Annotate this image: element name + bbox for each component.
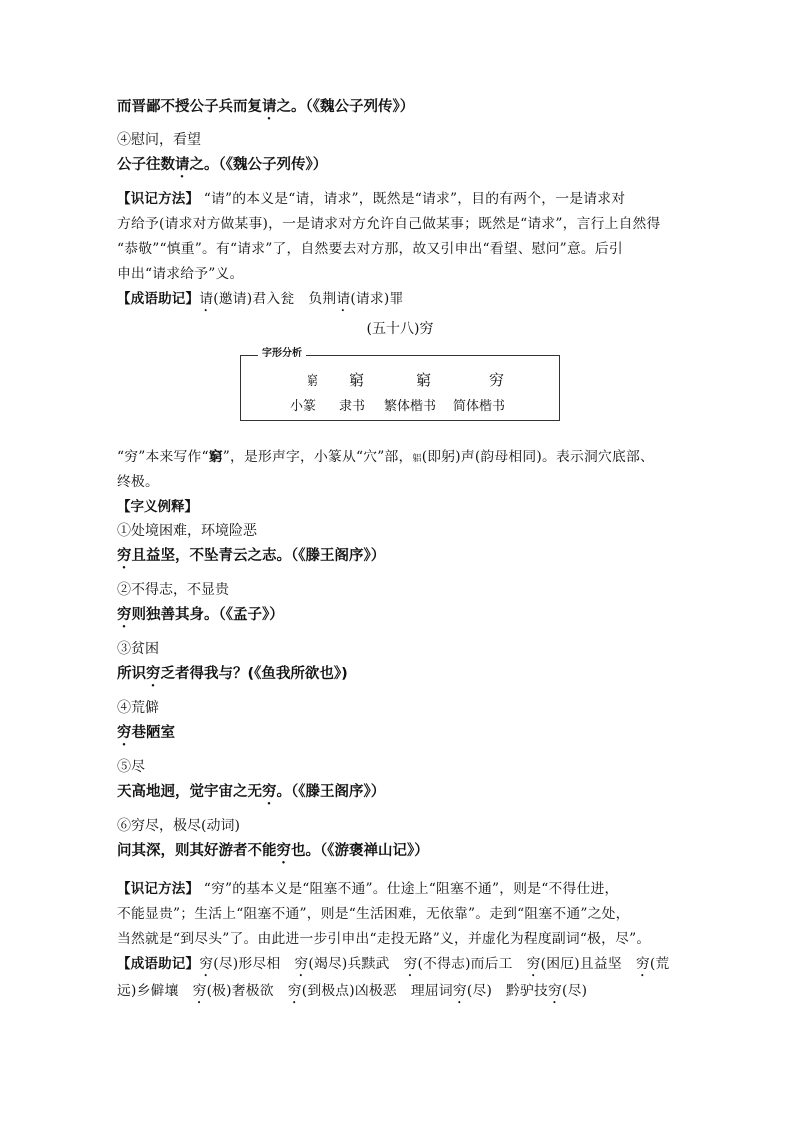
memo-line: 当然就是“到尽头”了。由此进一步引申出“走投无路”义，并虚化为程度副词“极，尽”。 — [117, 931, 651, 947]
example-sentence: 穷巷陋室 — [117, 725, 175, 741]
glyph-caption: 小篆 — [290, 399, 317, 414]
idiom-line: 远)乡僻壤 穷(极)奢极欲 穷(到极点)凶极恶 理屈词穷(尽) 黔驴技穷(尽) — [117, 983, 588, 999]
example-sentence: 穷则独善其身。（《孟子》） — [117, 607, 284, 623]
example-sentence: 问其深，则其好游者不能穷也。（《游褒禅山记》） — [117, 843, 429, 859]
sense-item: ②不得志，不显贵 — [117, 582, 229, 598]
clerical-script-glyph: 窮 — [349, 371, 365, 389]
example-sentence: 天高地迥，觉宇宙之无穷。（《滕王阁序》） — [117, 784, 386, 800]
glyph-caption: 隶书 — [339, 399, 366, 414]
section-title: (五十八)穷 — [366, 321, 434, 337]
sense-item: ④慰问，看望 — [117, 132, 201, 148]
idiom-line: 【成语助记】穷(尽)形尽相 穷(竭尽)兵黩武 穷(不得志)而后工 穷(困厄)且益坚 穷(荒 — [117, 956, 670, 972]
sense-item: ⑥穷尽，极尽(动词) — [117, 818, 240, 834]
glyph-caption: 简体楷书 — [453, 399, 506, 414]
memo-label: 【识记方法】 — [117, 881, 200, 897]
example-sentence: 穷且益坚，不坠青云之志。（《滕王阁序》） — [117, 548, 386, 564]
sense-item: ⑤尽 — [117, 759, 145, 775]
origin-line: 终极。 — [117, 474, 159, 490]
memo-paragraph: 【识记方法】 “请”的本义是“请，请求”，既然是“请求”，目的有两个，一是请求对 — [117, 191, 626, 207]
sense-item: ①处境困难，环境险恶 — [117, 523, 257, 539]
meaning-label: 【字义例释】 — [117, 499, 198, 515]
sense-item: ③贫困 — [117, 641, 159, 657]
glyph-caption: 繁体楷书 — [384, 399, 437, 414]
traditional-glyph: 窮 — [416, 371, 432, 389]
idiom-line: 【成语助记】请(邀请)君入瓮 负荆请(请求)罪 — [117, 291, 404, 307]
memo-line: 方给予(请求对方做某事)，一是请求对方允许自己做某事；既然是“请求”，言行上自然得 — [117, 216, 661, 232]
example-sentence: 而晋鄙不授公子兵而复请之。（《魏公子列传》） — [117, 99, 415, 115]
memo-line: 申出“请求给予”义。 — [117, 266, 244, 282]
memo-paragraph: 【识记方法】 “穷”的基本义是“阻塞不通”。仕途上“阻塞不通”，则是“不得仕进， — [117, 881, 619, 897]
glyph-box-title: 字形分析 — [258, 346, 306, 362]
sense-item: ④荒僻 — [117, 700, 159, 716]
seal-script-glyph: 窮 — [307, 374, 318, 389]
memo-line: 不能显贵”；生活上“阻塞不通”，则是“生活困难，无依靠”。走到“阻塞不通”之处， — [117, 906, 630, 922]
simplified-glyph: 穷 — [489, 371, 505, 389]
idiom-label: 【成语助记】 — [117, 956, 200, 972]
example-sentence: 所识穷乏者得我与？(《鱼我所欲也》) — [117, 666, 348, 682]
origin-paragraph: “穷”本来写作“窮”，是形声字，小篆从“穴”部，躳(即躬)声(韵母相同)。表示洞穴底部、 — [117, 449, 654, 465]
memo-label: 【识记方法】 — [117, 191, 200, 207]
example-sentence: 公子往数请之。（《魏公子列传》） — [117, 157, 328, 173]
idiom-label: 【成语助记】 — [117, 291, 200, 307]
memo-line: “恭敬”“慎重”。有“请求”了，自然要去对方那，故又引申出“看望、慰问”意。后引 — [117, 241, 623, 257]
